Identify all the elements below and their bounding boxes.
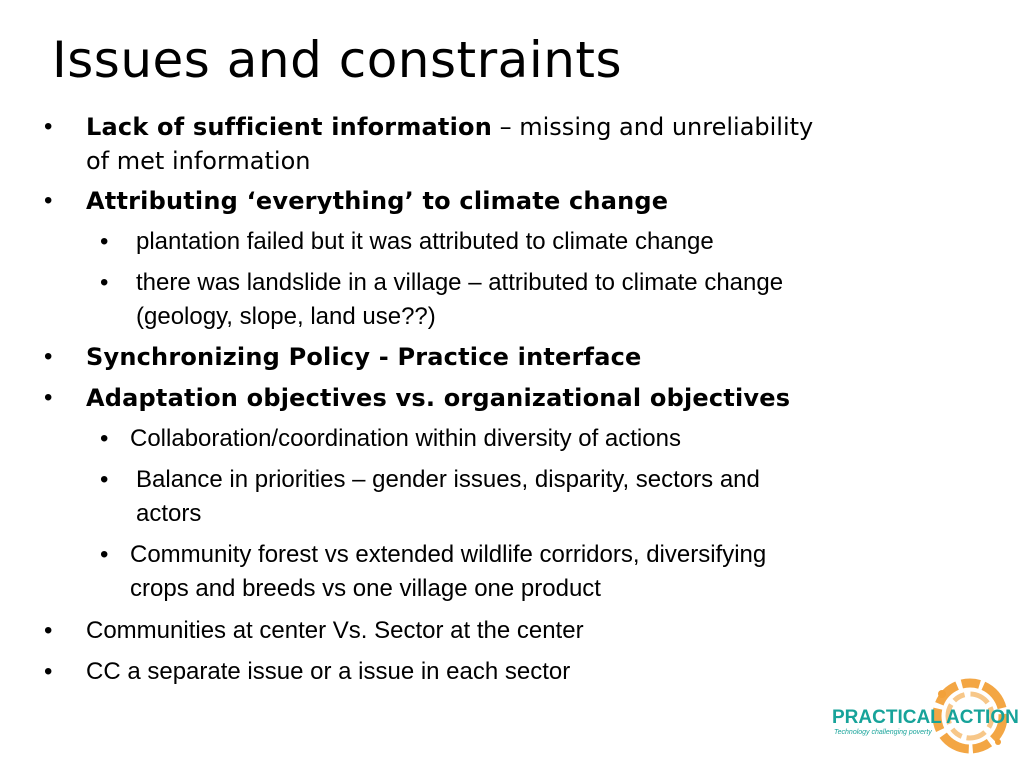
bullet-text: – missing and unreliability: [492, 113, 814, 141]
sub-bullet-item: [100, 538, 960, 606]
bullet-heading: Synchronizing Policy - Practice interface: [86, 343, 642, 371]
sub-bullet-text: plantation failed but it was attributed to climate change: [136, 228, 714, 255]
sub-bullet-item: [100, 422, 960, 456]
slide-title: Issues and constraints: [52, 31, 623, 89]
bullet-glyph: •: [100, 425, 109, 452]
bullet-glyph: •: [100, 466, 109, 493]
bullet-item: [44, 184, 974, 218]
bullet-glyph: •: [44, 658, 53, 685]
bullet-heading: Lack of sufficient information: [86, 113, 492, 141]
practical-action-logo: [830, 676, 1019, 758]
sub-bullet-text: Community forest vs extended wildlife corridors, diversifying: [130, 541, 767, 568]
bullet-glyph: •: [100, 541, 109, 568]
sub-bullet-text: (geology, slope, land use??): [136, 303, 436, 330]
sub-bullet-text: Balance in priorities – gender issues, disparity, sectors and: [136, 466, 760, 493]
bullet-item: [44, 614, 974, 648]
sub-bullet-item: [100, 266, 960, 334]
bullet-glyph: •: [44, 384, 53, 411]
bullet-item: [44, 381, 974, 415]
bullet-text: Communities at center Vs. Sector at the center: [86, 617, 584, 644]
bullet-glyph: •: [100, 228, 109, 255]
sub-bullet-item: [100, 225, 960, 259]
sub-bullet-text: crops and breeds vs one village one product: [130, 575, 601, 602]
bullet-glyph: •: [44, 113, 53, 140]
sub-bullet-text: Collaboration/coordination within diversity of actions: [130, 425, 681, 452]
bullet-item: [44, 340, 974, 374]
bullet-glyph: •: [100, 269, 109, 296]
logo-tagline: Technology challenging poverty: [834, 729, 932, 736]
bullet-glyph: •: [44, 187, 53, 214]
bullet-glyph: •: [44, 343, 53, 370]
sub-bullet-text: actors: [136, 500, 202, 527]
bullet-heading: Adaptation objectives vs. organizational objectives: [86, 384, 791, 412]
bullet-text: CC a separate issue or a issue in each sector: [86, 658, 571, 685]
bullet-text: of met information: [86, 147, 311, 175]
bullet-glyph: •: [44, 617, 53, 644]
sub-bullet-item: [100, 463, 960, 531]
sub-bullet-text: there was landslide in a village – attributed to climate change: [136, 269, 784, 296]
logo-name: PRACTICAL ACTION: [832, 707, 1019, 728]
bullet-item: [44, 110, 974, 178]
bullet-heading: Attributing ‘everything’ to climate change: [86, 187, 669, 215]
